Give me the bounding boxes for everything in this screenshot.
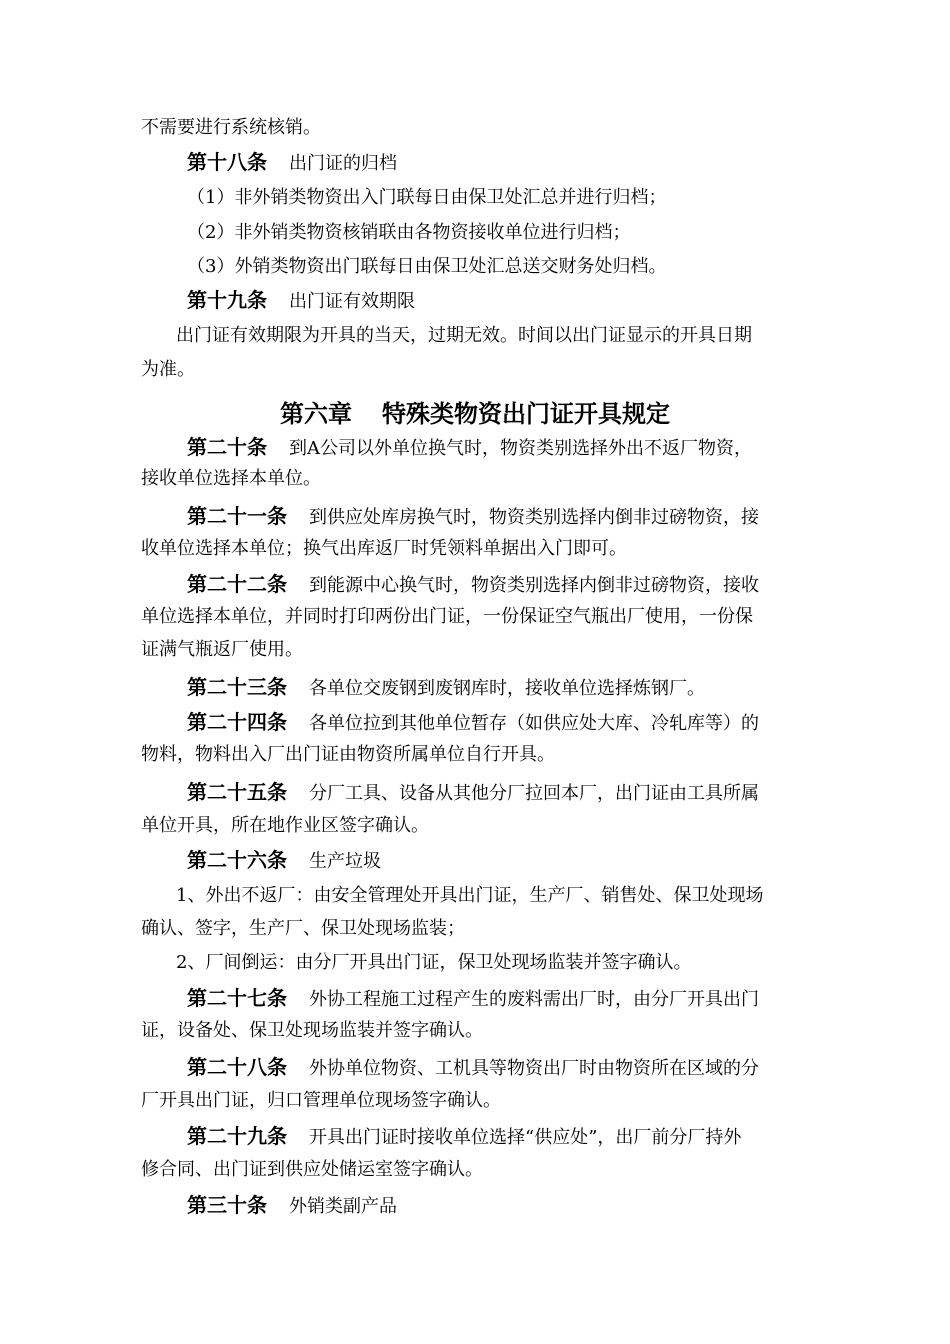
article-label: 第三十条	[187, 1193, 267, 1217]
paragraph-line: 厂开具出门证，归口管理单位现场签字确认。	[141, 1090, 501, 1111]
list-item: 1、外出不返厂：由安全管理处开具出门证，生产厂、销售处、保卫处现场	[176, 885, 764, 906]
article-23-line	[187, 675, 705, 701]
paragraph-text: 到能源中心换气时，物资类别选择内倒非过磅物资，接收	[309, 575, 759, 596]
article-18-heading	[187, 150, 397, 176]
paragraph-line: 为准。	[141, 359, 195, 380]
article-label: 第二十六条	[187, 848, 287, 872]
article-label: 第十八条	[187, 150, 267, 174]
chapter-title: 特殊类物资出门证开具规定	[382, 400, 670, 428]
chapter-number: 第六章	[280, 400, 352, 428]
list-item: 2、厂间倒运：由分厂开具出门证，保卫处现场监装并签字确认。	[176, 952, 692, 973]
paragraph-line: 单位开具，所在地作业区签字确认。	[141, 815, 429, 836]
paragraph-text: 到供应处库房换气时，物资类别选择内倒非过磅物资，接	[309, 507, 759, 528]
list-item: （3）外销类物资出门联每日由保卫处汇总送交财务处归档。	[187, 256, 667, 277]
article-title: 出门证的归档	[289, 153, 397, 174]
article-30-heading	[187, 1193, 397, 1219]
article-label: 第二十八条	[187, 1055, 287, 1079]
paragraph-line: 证，设备处、保卫处现场监装并签字确认。	[141, 1020, 483, 1041]
list-item: （2）非外销类物资核销联由各物资接收单位进行归档；	[187, 222, 631, 243]
article-title: 外销类副产品	[289, 1196, 397, 1217]
article-29-line	[187, 1124, 741, 1150]
article-22-line	[187, 572, 759, 598]
article-26-heading	[187, 848, 381, 874]
article-label: 第二十条	[187, 435, 267, 459]
paragraph-text: 开具出门证时接收单位选择“供应处”，出厂前分厂持外	[309, 1127, 742, 1148]
article-27-line	[187, 986, 759, 1012]
article-title: 生产垃圾	[309, 851, 381, 872]
article-label: 第二十五条	[187, 780, 287, 804]
paragraph-line: 接收单位选择本单位。	[141, 468, 321, 489]
paragraph-text: 外协单位物资、工机具等物资出厂时由物资所在区域的分	[309, 1058, 759, 1079]
paragraph-text: 外协工程施工过程产生的废料需出厂时，由分厂开具出门	[309, 989, 759, 1010]
article-20-line	[187, 435, 752, 461]
article-21-line	[187, 504, 759, 530]
article-label: 第二十二条	[187, 572, 287, 596]
article-label: 第二十四条	[187, 710, 287, 734]
paragraph-text: 分厂工具、设备从其他分厂拉回本厂，出门证由工具所属	[309, 783, 759, 804]
article-19-heading	[187, 288, 415, 314]
article-28-line	[187, 1055, 759, 1081]
article-24-line	[187, 710, 759, 736]
paragraph-line: 证满气瓶返厂使用。	[141, 639, 303, 660]
article-25-line	[187, 780, 759, 806]
article-label: 第二十三条	[187, 675, 287, 699]
paragraph-line: 出门证有效期限为开具的当天，过期无效。时间以出门证显示的开具日期	[176, 325, 752, 346]
list-item: （1）非外销类物资出入门联每日由保卫处汇总并进行归档；	[187, 187, 667, 208]
article-label: 第二十一条	[187, 504, 287, 528]
article-label: 第二十七条	[187, 986, 287, 1010]
paragraph-line: 收单位选择本单位；换气出库返厂时凭领料单据出入门即可。	[141, 538, 627, 559]
paragraph-line: 修合同、出门证到供应处储运室签字确认。	[141, 1159, 483, 1180]
chapter-heading	[0, 398, 950, 430]
paragraph-line: 物料，物料出入厂出门证由物资所属单位自行开具。	[141, 744, 555, 765]
paragraph-line: 确认、签字，生产厂、保卫处现场监装；	[141, 918, 465, 939]
paragraph-text: 各单位交废钢到废钢库时，接收单位选择炼钢厂。	[309, 678, 705, 699]
paragraph-line: 不需要进行系统核销。	[141, 117, 321, 138]
article-title: 出门证有效期限	[289, 291, 415, 312]
paragraph-line: 单位选择本单位，并同时打印两份出门证，一份保证空气瓶出厂使用，一份保	[141, 606, 753, 627]
paragraph-text: 各单位拉到其他单位暂存（如供应处大库、冷轧库等）的	[309, 713, 759, 734]
article-label: 第十九条	[187, 288, 267, 312]
article-label: 第二十九条	[187, 1124, 287, 1148]
paragraph-text: 到A公司以外单位换气时，物资类别选择外出不返厂物资，	[289, 438, 752, 459]
